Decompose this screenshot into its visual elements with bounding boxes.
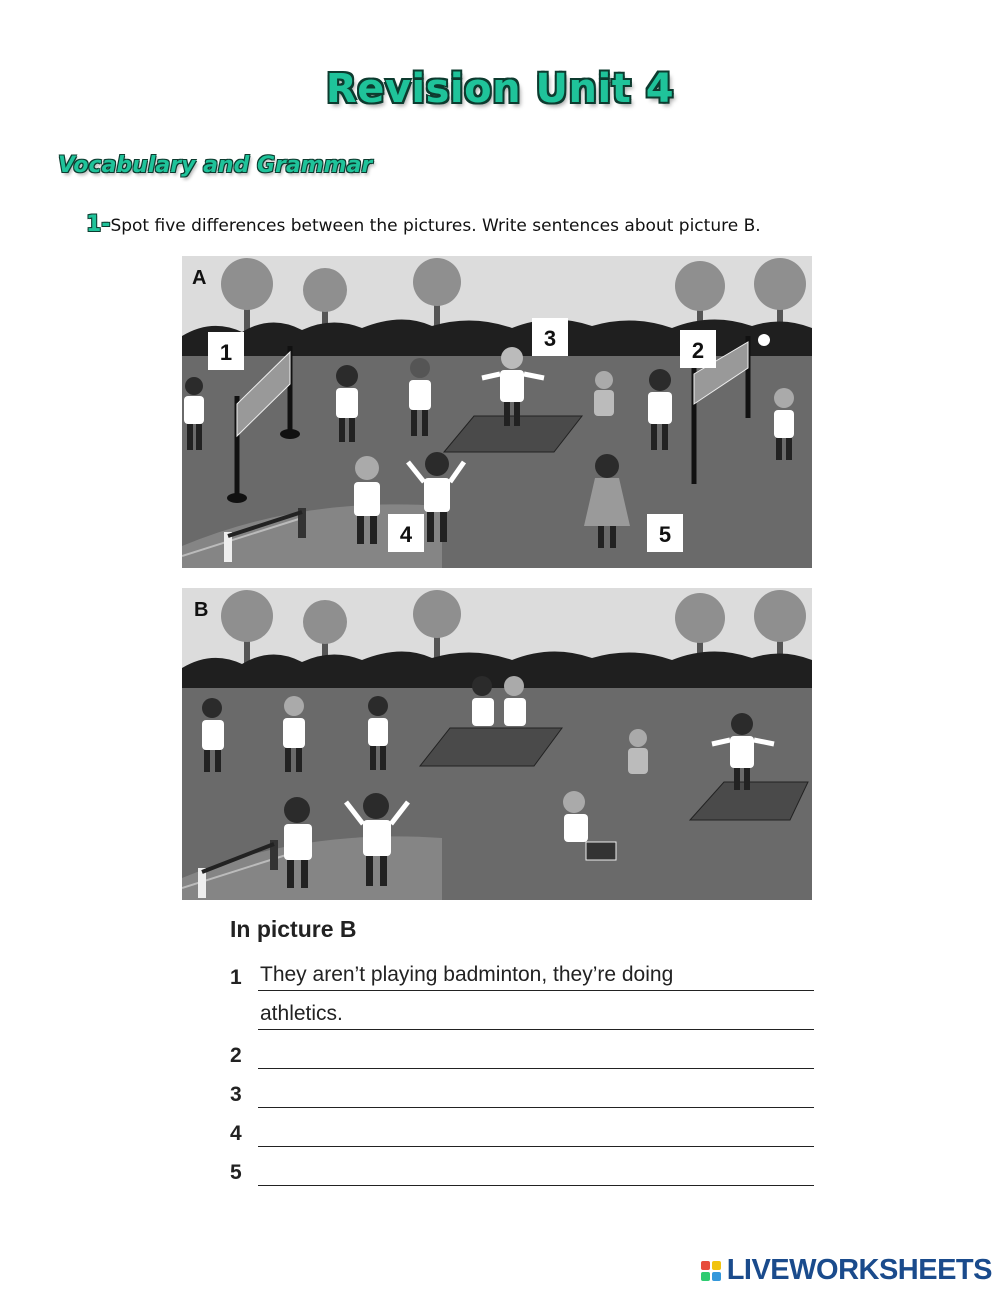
child <box>628 729 648 774</box>
marker-4 <box>388 514 424 552</box>
answer-row-5[interactable] <box>230 1150 820 1189</box>
section-heading: Vocabulary and Grammar <box>58 153 373 178</box>
page-title: Revision Unit 4 <box>325 66 675 112</box>
logo-tile <box>701 1261 710 1270</box>
marker-4-text: 4 <box>399 522 413 547</box>
liveworksheets-brand[interactable] <box>701 1254 992 1287</box>
logo-tile <box>712 1261 721 1270</box>
answer-input-line[interactable] <box>258 1185 814 1186</box>
logo-tile <box>701 1272 710 1281</box>
marker-2-text: 2 <box>691 338 705 363</box>
answer-number: 5 <box>230 1161 242 1184</box>
child <box>594 371 614 416</box>
answer-heading: In picture B <box>230 916 357 942</box>
answer-row-3[interactable] <box>230 1072 820 1111</box>
exercise-instruction <box>86 212 761 237</box>
picture-a <box>182 256 812 568</box>
exercise-text: Spot five differences between the pictures. Write sentences about picture B. <box>110 216 761 236</box>
marker-1-text: 1 <box>219 340 233 365</box>
answer-section <box>230 916 820 1189</box>
picture-b-illustration <box>182 588 812 900</box>
answer-input-line[interactable] <box>258 1146 814 1147</box>
answer-line <box>258 990 814 991</box>
marker-5-text: 5 <box>658 522 672 547</box>
marker-1 <box>208 332 244 370</box>
picture-b-label: B <box>194 599 209 621</box>
picture-a-illustration <box>182 256 812 568</box>
answer-row-1-continued <box>230 994 820 1033</box>
answer-line <box>258 1029 814 1030</box>
logo-tile <box>712 1272 721 1281</box>
answer-number: 3 <box>230 1083 242 1106</box>
marker-2 <box>680 330 716 368</box>
picture-a-label: A <box>192 267 207 289</box>
marker-3-text: 3 <box>543 326 557 351</box>
marker-3 <box>532 318 568 356</box>
answer-number: 4 <box>230 1122 242 1145</box>
exercise-number: 1- <box>86 212 111 237</box>
brand-name: LIVEWORKSHEETS <box>726 1254 992 1286</box>
liveworksheets-logo-icon <box>701 1261 721 1281</box>
answer-number: 1 <box>230 966 242 989</box>
answer-number: 2 <box>230 1044 242 1067</box>
answer-text-continued: athletics. <box>260 1002 343 1025</box>
answer-row-2[interactable] <box>230 1033 820 1072</box>
picture-b <box>182 588 812 900</box>
answer-input-line[interactable] <box>258 1107 814 1108</box>
marker-5 <box>647 514 683 552</box>
answer-row-4[interactable] <box>230 1111 820 1150</box>
answer-input-line[interactable] <box>258 1068 814 1069</box>
answer-row-1 <box>230 955 820 994</box>
answer-text: They aren’t playing badminton, they’re doing <box>260 963 674 986</box>
